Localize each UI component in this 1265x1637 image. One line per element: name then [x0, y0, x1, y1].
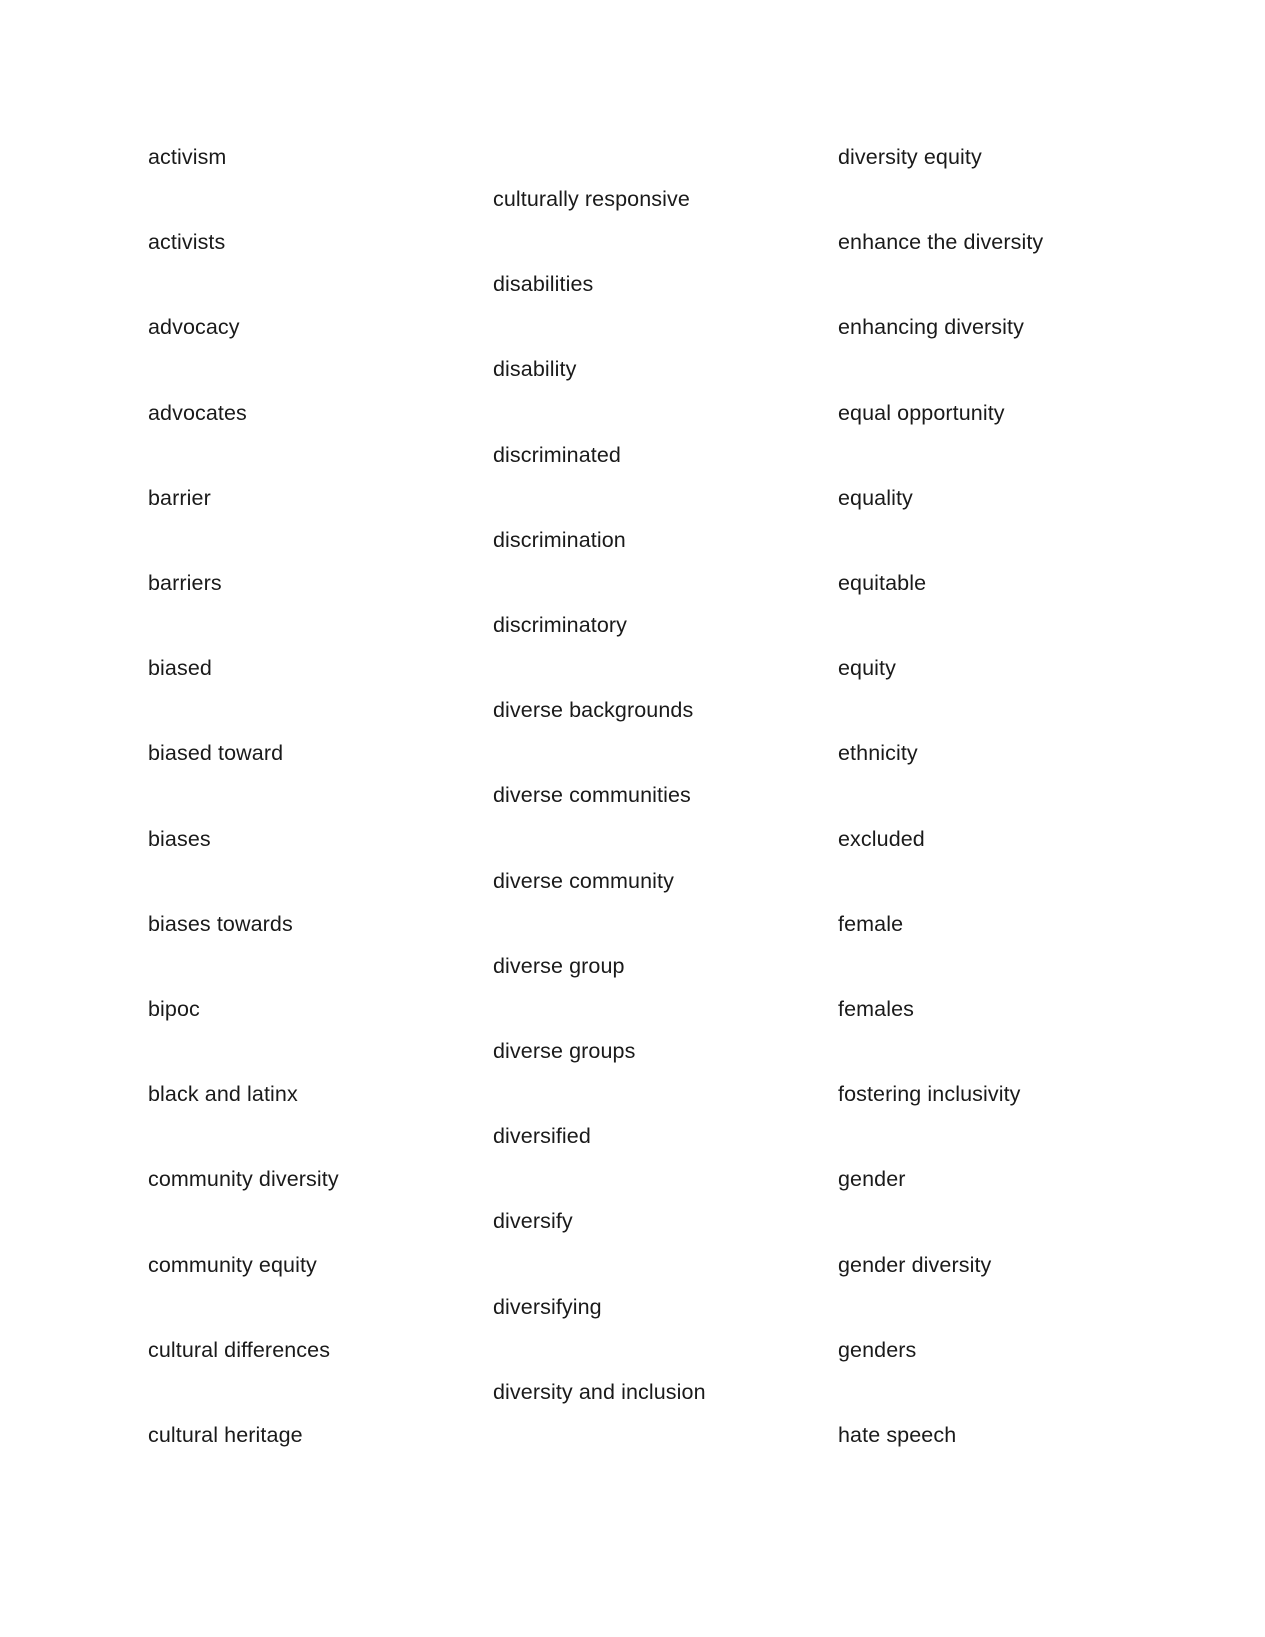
term-item: activism — [148, 145, 227, 169]
term-item: activists — [148, 230, 226, 255]
term-item: barrier — [148, 485, 211, 510]
term-item: diverse communities — [493, 783, 691, 808]
term-item: equity — [838, 656, 896, 681]
term-item: diverse community — [493, 868, 674, 893]
term-item: diversify — [493, 1209, 573, 1234]
term-item: advocacy — [148, 315, 240, 340]
term-item: hate speech — [838, 1423, 957, 1447]
term-item: disability — [493, 357, 577, 382]
term-item: diverse backgrounds — [493, 698, 694, 723]
term-item: bipoc — [148, 997, 200, 1021]
term-item: discriminatory — [493, 613, 628, 637]
term-item: biased toward — [148, 741, 284, 766]
term-item: females — [838, 997, 914, 1021]
term-item: diverse group — [493, 953, 625, 978]
term-item: female — [838, 911, 904, 936]
term-item: enhance the diversity — [838, 230, 1044, 255]
term-item: equality — [838, 485, 913, 510]
term-item: advocates — [148, 400, 247, 425]
term-item: biases — [148, 826, 211, 851]
term-item: excluded — [838, 826, 925, 851]
term-item: diversifying — [493, 1294, 602, 1319]
term-item: community diversity — [148, 1167, 339, 1192]
term-item: diversity equity — [838, 145, 982, 169]
term-item: discrimination — [493, 527, 626, 552]
term-item: discriminated — [493, 442, 621, 467]
term-item: community equity — [148, 1252, 317, 1277]
term-item: enhancing diversity — [838, 315, 1024, 340]
term-item: biases towards — [148, 911, 293, 936]
term-item: biased — [148, 656, 212, 681]
term-item: cultural differences — [148, 1337, 331, 1362]
term-item: equitable — [838, 571, 927, 595]
term-item: black and latinx — [148, 1082, 298, 1107]
term-item: fostering inclusivity — [838, 1082, 1021, 1107]
term-item: culturally responsive — [493, 187, 690, 211]
term-item: disabilities — [493, 272, 594, 297]
term-item: barriers — [148, 571, 222, 595]
term-item: diversified — [493, 1124, 591, 1149]
term-item: diverse groups — [493, 1039, 636, 1063]
term-item: gender diversity — [838, 1252, 992, 1277]
term-item: cultural heritage — [148, 1423, 303, 1447]
term-item: diversity and inclusion — [493, 1379, 706, 1404]
term-item: ethnicity — [838, 741, 918, 766]
term-item: genders — [838, 1337, 917, 1362]
term-item: gender — [838, 1167, 906, 1192]
term-item: equal opportunity — [838, 400, 1005, 425]
